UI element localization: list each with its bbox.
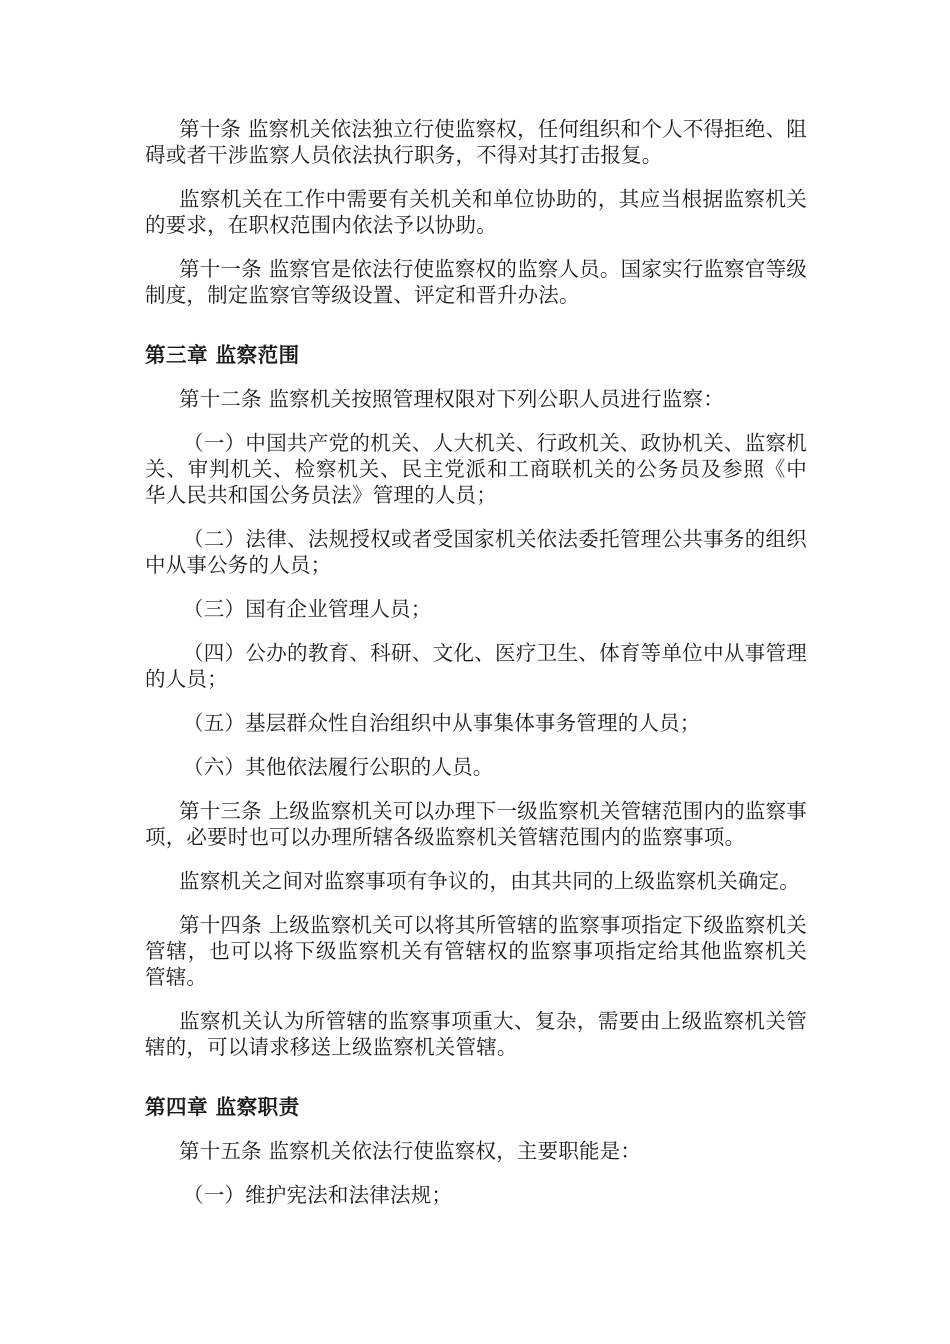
document-page [145, 116, 807, 1226]
article-10-paragraph-2: 监察机关在工作中需要有关机关和单位协助的，其应当根据监察机关的要求，在职权范围内依法予以协助。 [145, 187, 807, 237]
article-13-paragraph-2: 监察机关之间对监察事项有争议的，由其共同的上级监察机关确定。 [179, 869, 800, 893]
article-12: 第十二条 监察机关按照管理权限对下列公职人员进行监察： [179, 387, 724, 411]
article-15-item-1: （一）维护宪法和法律法规； [183, 1183, 453, 1207]
article-12-item-3: （三）国有企业管理人员； [183, 597, 432, 621]
article-12-item-2: （二）法律、法规授权或者受国家机关依法委托管理公共事务的组织中从事公务的人员； [145, 527, 807, 577]
article-12-item-5: （五）基层群众性自治组织中从事集体事务管理的人员； [183, 711, 701, 735]
article-13: 第十三条 上级监察机关可以办理下一级监察机关管辖范围内的监察事项，必要时也可以办理所辖各级监察机关管辖范围内的监察事项。 [145, 799, 807, 849]
article-10: 第十条 监察机关依法独立行使监察权，任何组织和个人不得拒绝、阻碍或者干涉监察人员依法执行职务，不得对其打击报复。 [145, 117, 807, 167]
article-12-item-6: （六）其他依法履行公职的人员。 [183, 755, 494, 779]
article-12-item-4: （四）公办的教育、科研、文化、医疗卫生、体育等单位中从事管理的人员； [145, 641, 807, 691]
article-11: 第十一条 监察官是依法行使监察权的监察人员。国家实行监察官等级制度，制定监察官等级设置、评定和晋升办法。 [145, 257, 807, 307]
chapter-4-heading: 第四章 监察职责 [145, 1095, 300, 1119]
article-14: 第十四条 上级监察机关可以将其所管辖的监察事项指定下级监察机关管辖，也可以将下级监察机关有管辖权的监察事项指定给其他监察机关管辖。 [145, 913, 807, 989]
chapter-3-heading: 第三章 监察范围 [145, 343, 300, 367]
article-12-item-1: （一）中国共产党的机关、人大机关、行政机关、政协机关、监察机关、审判机关、检察机关、民主党派和工商联机关的公务员及参照《中华人民共和国公务员法》管理的人员； [145, 431, 807, 507]
article-14-paragraph-2: 监察机关认为所管辖的监察事项重大、复杂，需要由上级监察机关管辖的，可以请求移送上级监察机关管辖。 [145, 1009, 807, 1059]
article-15: 第十五条 监察机关依法行使监察权，主要职能是： [179, 1139, 642, 1163]
